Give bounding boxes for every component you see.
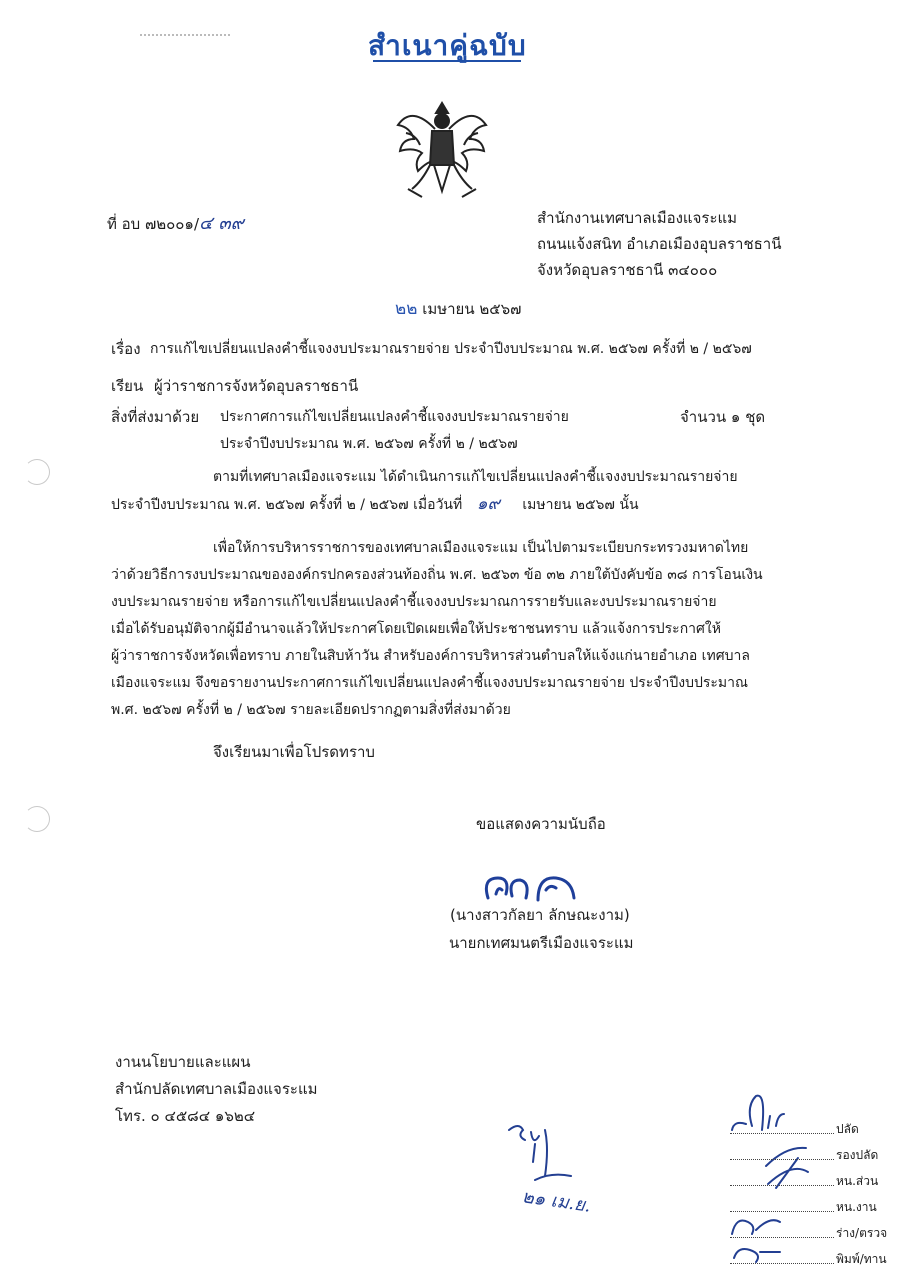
attachment-label: สิ่งที่ส่งมาด้วย <box>111 408 200 426</box>
paragraph-2-line-3: งบประมาณรายจ่าย หรือการแก้ไขเปลี่ยนแปลงคำชี้แจงงบประมาณการรายรับและงบประมาณรายจ่าย <box>111 594 717 610</box>
routing-label-5: ร่าง/ตรวจ <box>836 1226 888 1240</box>
paragraph-1-line-1: ตามที่เทศบาลเมืองแจระแม ได้ดำเนินการแก้ไขเปลี่ยนแปลงคำชี้แจงงบประมาณรายจ่าย <box>213 469 738 485</box>
sender-line-1: สำนักงานเทศบาลเมืองแจระแม <box>537 209 738 227</box>
scan-speck <box>140 34 230 36</box>
garuda-emblem-icon <box>392 95 492 205</box>
document-number-handwritten: ๔ ๓๙ <box>199 213 244 234</box>
routing-line-6 <box>730 1249 834 1264</box>
footer-office: สำนักปลัดเทศบาลเมืองแจระแม <box>115 1080 318 1098</box>
paragraph-2-line-7: พ.ศ. ๒๕๖๗ ครั้งที่ ๒ / ๒๕๖๗ รายละเอียดปรากฏตามสิ่งที่ส่งมาด้วย <box>111 702 511 718</box>
to-text: ผู้ว่าราชการจังหวัดอุบลราชธานี <box>154 377 359 395</box>
paragraph-2-line-1: เพื่อให้การบริหารราชการของเทศบาลเมืองแจระแม เป็นไปตามระเบียบกระทรวงมหาดไทย <box>213 540 749 556</box>
paragraph-2-line-6: เมืองแจระแม จึงขอรายงานประกาศการแก้ไขเปลี่ยนแปลงคำชี้แจงงบประมาณรายจ่าย ประจำปีงบประมาณ <box>111 675 748 691</box>
attachment-line-1: ประกาศการแก้ไขเปลี่ยนแปลงคำชี้แจงงบประมาณรายจ่าย <box>220 409 569 425</box>
attachment-line-2: ประจำปีงบประมาณ พ.ศ. ๒๕๖๗ ครั้งที่ ๒ / ๒๕๖๗ <box>220 436 518 452</box>
paragraph-1-day-handwritten: ๑๙ <box>476 494 500 514</box>
routing-label-4: หน.งาน <box>836 1200 877 1214</box>
margin-note-handwritten: ๒๑ เม.ย. <box>520 1186 593 1217</box>
document-number <box>107 214 244 234</box>
paragraph-2-line-5: ผู้ว่าราชการจังหวัดเพื่อทราบ ภายในสิบห้าวัน สำหรับองค์การบริหารส่วนตำบลให้แจ้งแก่นายอำเภอ เทศบาล <box>111 648 750 664</box>
binder-hole <box>24 459 50 485</box>
routing-label-3: หน.ส่วน <box>836 1174 879 1188</box>
document-number-prefix: ที่ อบ ๗๒๐๐๑/ <box>107 215 200 233</box>
to-label: เรียน <box>111 377 144 395</box>
sender-line-3: จังหวัดอุบลราชธานี ๓๔๐๐๐ <box>537 261 718 279</box>
footer-department: งานนโยบายและแผน <box>115 1053 251 1071</box>
date-day-handwritten: ๒๒ <box>395 299 418 319</box>
paragraph-2-line-4: เมื่อได้รับอนุมัติจากผู้มีอำนาจแล้วให้ประกาศโดยเปิดเผยเพื่อให้ประชาชนทราบ แล้วแจ้งการประกาศให้ <box>111 621 721 637</box>
routing-line-4 <box>730 1197 834 1212</box>
routing-line-1 <box>730 1119 834 1134</box>
routing-label-1: ปลัด <box>836 1122 859 1136</box>
signer-title: นายกเทศมนตรีเมืองแจระแม <box>449 934 634 952</box>
copy-stamp: สำเนาคู่ฉบับ <box>368 29 527 62</box>
signer-name: (นางสาวกัลยา ลักษณะงาม) <box>450 906 630 924</box>
closing-request: จึงเรียนมาเพื่อโปรดทราบ <box>213 743 375 761</box>
routing-line-5 <box>730 1223 834 1238</box>
date-month-year: เมษายน ๒๕๖๗ <box>422 300 522 318</box>
stamp-underline <box>373 60 521 62</box>
routing-line-2 <box>730 1145 834 1160</box>
routing-label-2: รองปลัด <box>836 1148 879 1162</box>
paragraph-1-line-2 <box>111 494 639 515</box>
closing: ขอแสดงความนับถือ <box>476 815 606 833</box>
routing-line-3 <box>730 1171 834 1186</box>
subject-label: เรื่อง <box>111 340 141 358</box>
attachment-quantity: จำนวน ๑ ชุด <box>680 408 766 426</box>
binder-hole <box>24 806 50 832</box>
footer-phone: โทร. ๐ ๔๕๘๔ ๑๖๒๔ <box>115 1107 256 1125</box>
letter-date <box>395 299 521 319</box>
paragraph-1-text-a: ประจำปีงบประมาณ พ.ศ. ๒๕๖๗ ครั้งที่ ๒ / ๒๕๖๗ เมื่อวันที่ <box>111 497 463 513</box>
paragraph-2-line-2: ว่าด้วยวิธีการงบประมาณขององค์กรปกครองส่วนท้องถิ่น พ.ศ. ๒๕๖๓ ข้อ ๓๒ ภายใต้บังคับข้อ ๓๘ การโอนเงิน <box>111 567 763 583</box>
paragraph-1-text-b: เมษายน ๒๕๖๗ นั้น <box>522 497 639 513</box>
subject-text: การแก้ไขเปลี่ยนแปลงคำชี้แจงงบประมาณรายจ่าย ประจำปีงบประมาณ พ.ศ. ๒๕๖๗ ครั้งที่ ๒ / ๒๕๖๗ <box>150 341 752 357</box>
sender-line-2: ถนนแจ้งสนิท อำเภอเมืองอุบลราชธานี <box>537 235 782 253</box>
routing-label-6: พิมพ์/ทาน <box>836 1252 887 1266</box>
